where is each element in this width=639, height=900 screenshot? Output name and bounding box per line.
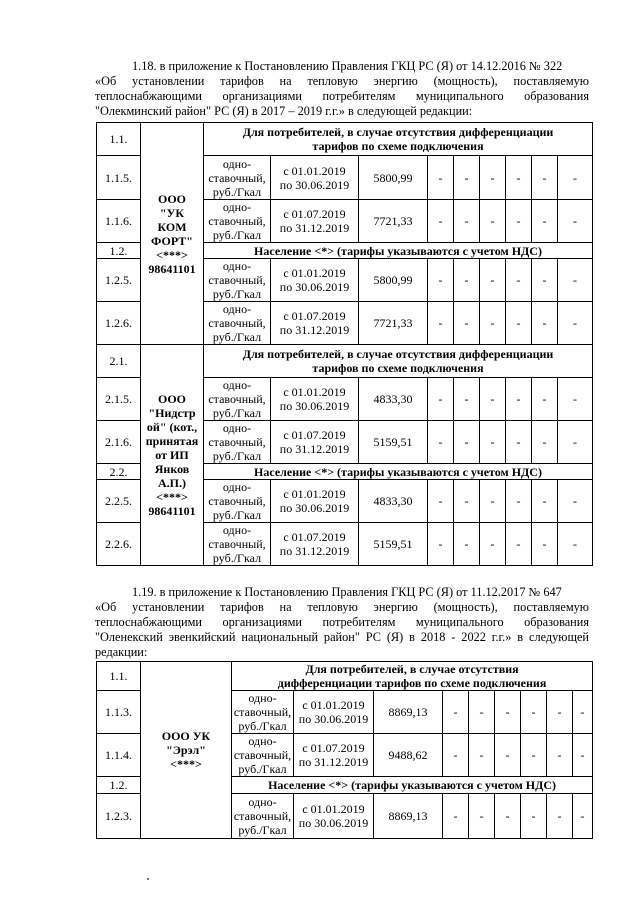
rate-type: одно- ставочный, руб./Гкал: [204, 480, 271, 523]
dash-cell: -: [454, 378, 480, 421]
dash-cell: -: [521, 691, 547, 734]
period: с 01.01.2019 по 30.06.2019: [294, 794, 374, 839]
period: с 01.01.2019 по 30.06.2019: [271, 378, 359, 421]
rate-type: одно- ставочный, руб./Гкал: [232, 794, 294, 839]
dash-cell: -: [443, 794, 469, 839]
dash-cell: -: [443, 734, 469, 777]
paragraph-line: "Олекминский район" РС (Я) в 2017 – 2019 г.г.» в следующей редакции:: [95, 104, 473, 118]
dash-cell: -: [506, 378, 532, 421]
rate-type: одно- ставочный, руб./Гкал: [204, 421, 271, 464]
rate-type: одно- ставочный, руб./Гкал: [204, 156, 271, 200]
dash-cell: -: [558, 480, 593, 523]
tariff-table-1-19: [96, 661, 593, 839]
dash-cell: -: [532, 200, 558, 243]
paragraph-line: «Об установлении тарифов на тепловую энергию (мощность), поставляемую: [95, 600, 589, 614]
tariff-value: 5800,99: [359, 259, 428, 302]
dash-cell: -: [443, 691, 469, 734]
dash-cell: -: [480, 200, 506, 243]
tariff-value: 5800,99: [359, 156, 428, 200]
rate-type: одно- ставочный, руб./Гкал: [204, 259, 271, 302]
dash-cell: -: [547, 734, 573, 777]
paragraph-line: теплоснабжающими организациями потребителям муниципального образования: [95, 89, 589, 103]
dash-cell: -: [495, 691, 521, 734]
dash-cell: -: [454, 480, 480, 523]
row-number: 1.2.5.: [97, 259, 141, 302]
row-number: 1.1.: [97, 123, 141, 156]
row-number: 1.2.6.: [97, 302, 141, 345]
tariff-value: 7721,33: [359, 302, 428, 345]
rate-type: одно- ставочный, руб./Гкал: [204, 523, 271, 566]
dash-cell: -: [480, 378, 506, 421]
table-row: [97, 662, 593, 691]
dash-cell: -: [558, 523, 593, 566]
paragraph-line: 1.18. в приложение к Постановлению Правления ГКЦ РС (Я) от 14.12.2016 № 322: [132, 59, 563, 73]
group-header: Для потребителей, в случае отсутствия дифференциации тарифов по схеме подключения: [204, 345, 593, 378]
dash-cell: -: [558, 200, 593, 243]
dash-cell: -: [454, 421, 480, 464]
dash-cell: -: [454, 200, 480, 243]
paragraph-1-19: [95, 585, 589, 660]
row-number: 1.1.3.: [97, 691, 141, 734]
dash-cell: -: [558, 302, 593, 345]
group-header: Для потребителей, в случае отсутствия дифференциации тарифов по схеме подключения: [232, 662, 593, 691]
tariff-value: 4833,30: [359, 378, 428, 421]
row-number: 2.2.5.: [97, 480, 141, 523]
rate-type: одно- ставочный, руб./Гкал: [232, 691, 294, 734]
tariff-value: 5159,51: [359, 523, 428, 566]
rate-type: одно- ставочный, руб./Гкал: [204, 302, 271, 345]
period: с 01.07.2019 по 31.12.2019: [271, 302, 359, 345]
paragraph-line: «Об установлении тарифов на тепловую энергию (мощность), поставляемую: [95, 74, 589, 88]
row-number: 1.1.4.: [97, 734, 141, 777]
org-name-cell: ООО УК "Эрэл" <***>: [141, 662, 232, 839]
dash-cell: -: [573, 691, 593, 734]
dash-cell: -: [521, 794, 547, 839]
dash-cell: -: [532, 156, 558, 200]
tariff-value: 7721,33: [359, 200, 428, 243]
paragraph-1-18: [95, 59, 589, 119]
table-row: [97, 345, 593, 378]
dash-cell: -: [547, 691, 573, 734]
period: с 01.01.2019 по 30.06.2019: [271, 156, 359, 200]
dash-cell: -: [495, 794, 521, 839]
dash-cell: -: [428, 523, 454, 566]
dash-cell: -: [480, 421, 506, 464]
dash-cell: -: [469, 734, 495, 777]
group-header: Население <*> (тарифы указываются с учетом НДС): [232, 777, 593, 794]
dash-cell: -: [495, 734, 521, 777]
dash-cell: -: [454, 523, 480, 566]
dash-cell: -: [532, 421, 558, 464]
row-number: 2.2.6.: [97, 523, 141, 566]
dash-cell: -: [506, 200, 532, 243]
dash-cell: -: [469, 794, 495, 839]
dash-cell: -: [428, 480, 454, 523]
period: с 01.01.2019 по 30.06.2019: [271, 259, 359, 302]
dash-cell: -: [428, 156, 454, 200]
dash-cell: -: [480, 156, 506, 200]
period: с 01.07.2019 по 31.12.2019: [271, 200, 359, 243]
tariff-table-1-18: [96, 122, 593, 566]
row-number: 1.1.: [97, 662, 141, 691]
tariff-value: 5159,51: [359, 421, 428, 464]
dash-cell: -: [547, 794, 573, 839]
period: с 01.07.2019 по 31.12.2019: [271, 421, 359, 464]
period: с 01.07.2019 по 31.12.2019: [271, 523, 359, 566]
rate-type: одно- ставочный, руб./Гкал: [204, 378, 271, 421]
period: с 01.07.2019 по 31.12.2019: [294, 734, 374, 777]
dash-cell: -: [428, 259, 454, 302]
group-header: Для потребителей, в случае отсутствия дифференциации тарифов по схеме подключения: [204, 123, 593, 156]
dash-cell: -: [558, 259, 593, 302]
dash-cell: -: [532, 259, 558, 302]
row-number: 1.1.6.: [97, 200, 141, 243]
row-number: 1.2.3.: [97, 794, 141, 839]
period: с 01.01.2019 по 30.06.2019: [294, 691, 374, 734]
row-number: 2.1.: [97, 345, 141, 378]
row-number: 2.1.6.: [97, 421, 141, 464]
dash-cell: -: [506, 259, 532, 302]
dash-cell: -: [454, 156, 480, 200]
dash-cell: -: [532, 523, 558, 566]
tariff-value: 4833,30: [359, 480, 428, 523]
paragraph-line: 1.19. в приложение к Постановлению Правления ГКЦ РС (Я) от 11.12.2017 № 647: [132, 585, 562, 599]
group-header: Население <*> (тарифы указываются с учетом НДС): [204, 243, 593, 259]
row-number: 1.2.: [97, 243, 141, 259]
row-number: 1.2.: [97, 777, 141, 794]
row-number: 2.2.: [97, 464, 141, 480]
rate-type: одно- ставочный, руб./Гкал: [232, 734, 294, 777]
rate-type: одно- ставочный, руб./Гкал: [204, 200, 271, 243]
paragraph-line: редакции:: [95, 645, 148, 659]
dash-cell: -: [469, 691, 495, 734]
row-number: 1.1.5.: [97, 156, 141, 200]
dash-cell: -: [573, 734, 593, 777]
dash-cell: -: [532, 378, 558, 421]
row-number: 2.1.5.: [97, 378, 141, 421]
dash-cell: -: [558, 156, 593, 200]
group-header: Население <*> (тарифы указываются с учетом НДС): [204, 464, 593, 480]
dash-cell: -: [480, 302, 506, 345]
scan-artifact-dot: [147, 878, 149, 880]
dash-cell: -: [558, 378, 593, 421]
org-name-cell: ООО "УК КОМ ФОРТ" <***> 98641101: [141, 123, 204, 345]
dash-cell: -: [506, 480, 532, 523]
dash-cell: -: [480, 480, 506, 523]
paragraph-line: теплоснабжающими организациями потребителям муниципального образования: [95, 615, 589, 629]
dash-cell: -: [532, 302, 558, 345]
org-name-cell: ООО "Нидстр ой" (кот., принятая от ИП Янков А.П.) <***> 98641101: [141, 345, 204, 566]
dash-cell: -: [428, 200, 454, 243]
dash-cell: -: [506, 523, 532, 566]
dash-cell: -: [506, 302, 532, 345]
dash-cell: -: [480, 259, 506, 302]
tariff-value: 9488,62: [374, 734, 443, 777]
tariff-value: 8869,13: [374, 691, 443, 734]
dash-cell: -: [506, 156, 532, 200]
dash-cell: -: [428, 421, 454, 464]
dash-cell: -: [480, 523, 506, 566]
dash-cell: -: [506, 421, 532, 464]
tariff-value: 8869,13: [374, 794, 443, 839]
dash-cell: -: [454, 259, 480, 302]
dash-cell: -: [573, 794, 593, 839]
table-row: [97, 123, 593, 156]
dash-cell: -: [428, 302, 454, 345]
period: с 01.01.2019 по 30.06.2019: [271, 480, 359, 523]
dash-cell: -: [428, 378, 454, 421]
dash-cell: -: [521, 734, 547, 777]
dash-cell: -: [558, 421, 593, 464]
dash-cell: -: [532, 480, 558, 523]
paragraph-line: "Оленекский эвенкийский национальный район" РС (Я) в 2018 - 2022 г.г.» в следующей: [95, 630, 589, 644]
dash-cell: -: [454, 302, 480, 345]
